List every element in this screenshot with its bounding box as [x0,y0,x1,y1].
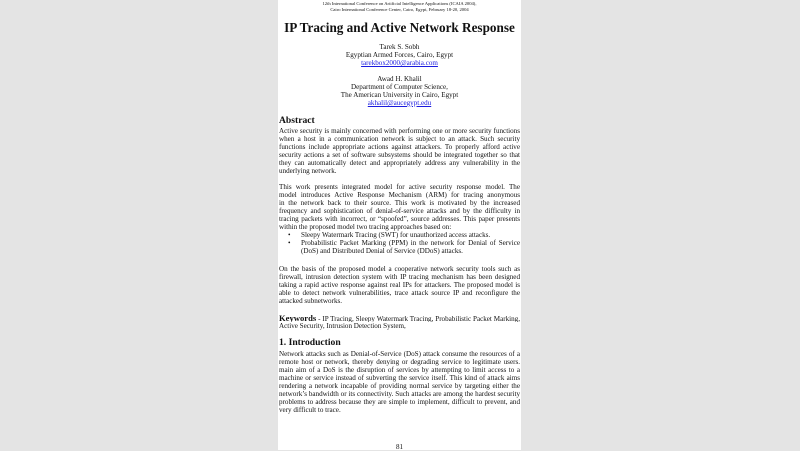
email-link[interactable]: tarekbox2000@arabia.com [361,59,438,67]
keywords-text: - IP Tracing, Sleepy Watermark Tracing, Probabilistic Packet Marking, [316,315,520,322]
author-email-link[interactable] [279,59,520,67]
abstract-line: security actions a set of software subsystems should be integrated together so that [279,151,520,159]
introduction-line: problems to address because they are simple to implement, difficult to prevent, and [279,398,520,406]
keywords-line: Active Security, Intrusion Detection System, [279,322,406,330]
author-affiliation: Department of Computer Science, [351,83,448,91]
introduction-line: rendering a network incapable of providing normal service by targeting either the [279,382,520,390]
bullet-icon: • [288,239,291,247]
author-name: Tarek S. Sobh [379,43,420,51]
abstract-line: taking a rapid active response against real IPs for attackers. The proposed model is [279,281,520,289]
email-link[interactable]: akhalil@aucegypt.edu [367,99,432,107]
abstract-line: firewall, intrusion detection system with IP tracing mechanism has been designed [279,273,520,281]
abstract-line: Active security is mainly concerned with performing one or more security functions [279,127,520,135]
page-number: 81 [395,443,404,451]
abstract-line: attacked subnetworks. [279,297,343,305]
abstract-line: able to detect network vulnerabilities, trace attack source IP and reconfigure the [279,289,520,297]
abstract-line: This work presents integrated model for active security response model. The [279,183,520,191]
bullet-icon: • [288,231,291,239]
bullet-text: Probabilistic Packet Marking (PPM) in the network for Denial of Service [301,239,520,247]
abstract-line: in the network back to their source. This work is motivated by the increased [279,199,520,207]
introduction-line: very difficult to trace. [279,406,341,414]
introduction-heading: 1. Introduction [279,337,341,348]
introduction-line: main aim of a DoS is the disruption of services by attempting to limit access to a [279,366,520,374]
introduction-line: remote host or network, thereby denying or degrading service to legitimate users. [279,358,520,366]
abstract-line: model introduces Active Response Mechanism (ARM) for tracing anonymous [279,191,520,199]
abstract-line: underlying network. [279,167,337,175]
conference-header: Cairo International Conference Center, Cairo, Egypt, February 18-20, 2004 [330,7,469,12]
abstract-heading: Abstract [279,115,315,126]
abstract-line: they can automatically detect and appropriately address any vulnerability in the [279,159,520,167]
bullet-text: Sleepy Watermark Tracing (SWT) for unauthorized access attacks. [301,231,491,239]
author-email-link[interactable] [279,99,520,107]
author-affiliation: The American University in Cairo, Egypt [340,91,459,99]
keywords-line [279,314,520,322]
paper-page [278,0,521,450]
abstract-line: within the proposed model two tracing approaches based on: [279,223,452,231]
introduction-line: network’s bandwidth or its connectivity. Such attacks are among the hardest security [279,390,520,398]
abstract-line: tracing packets with incorrect, or “spoofed”, source addresses. This paper presents [279,215,520,223]
keywords-label: Keywords [279,314,317,322]
author-affiliation: Egyptian Armed Forces, Cairo, Egypt [345,51,454,59]
abstract-line: On the basis of the proposed model a cooperative network security tools such as [279,265,520,273]
introduction-line: Network attacks such as Denial-of-Service (DoS) attack consume the resources of a [279,350,520,358]
conference-header: 12th International Conference on Artificial Intelligence Applications (ICAIA 2004), [322,1,477,6]
paper-title: IP Tracing and Active Network Response [284,20,515,35]
abstract-line: when a host in a communication network is subject to an attack. Such security [279,135,520,143]
abstract-line: frequency and sophistication of denial-of-service attacks and by the difficulty in [279,207,520,215]
author-name: Awad H. Khalil [377,75,422,83]
bullet-text: (DoS) and Distributed Denial of Service (DDoS) attacks. [301,247,463,255]
abstract-line: functions include appropriate actions against attackers. To properly afford active [279,143,520,151]
introduction-line: machine or service instead of subverting the service itself. This kind of attack aims [279,374,520,382]
